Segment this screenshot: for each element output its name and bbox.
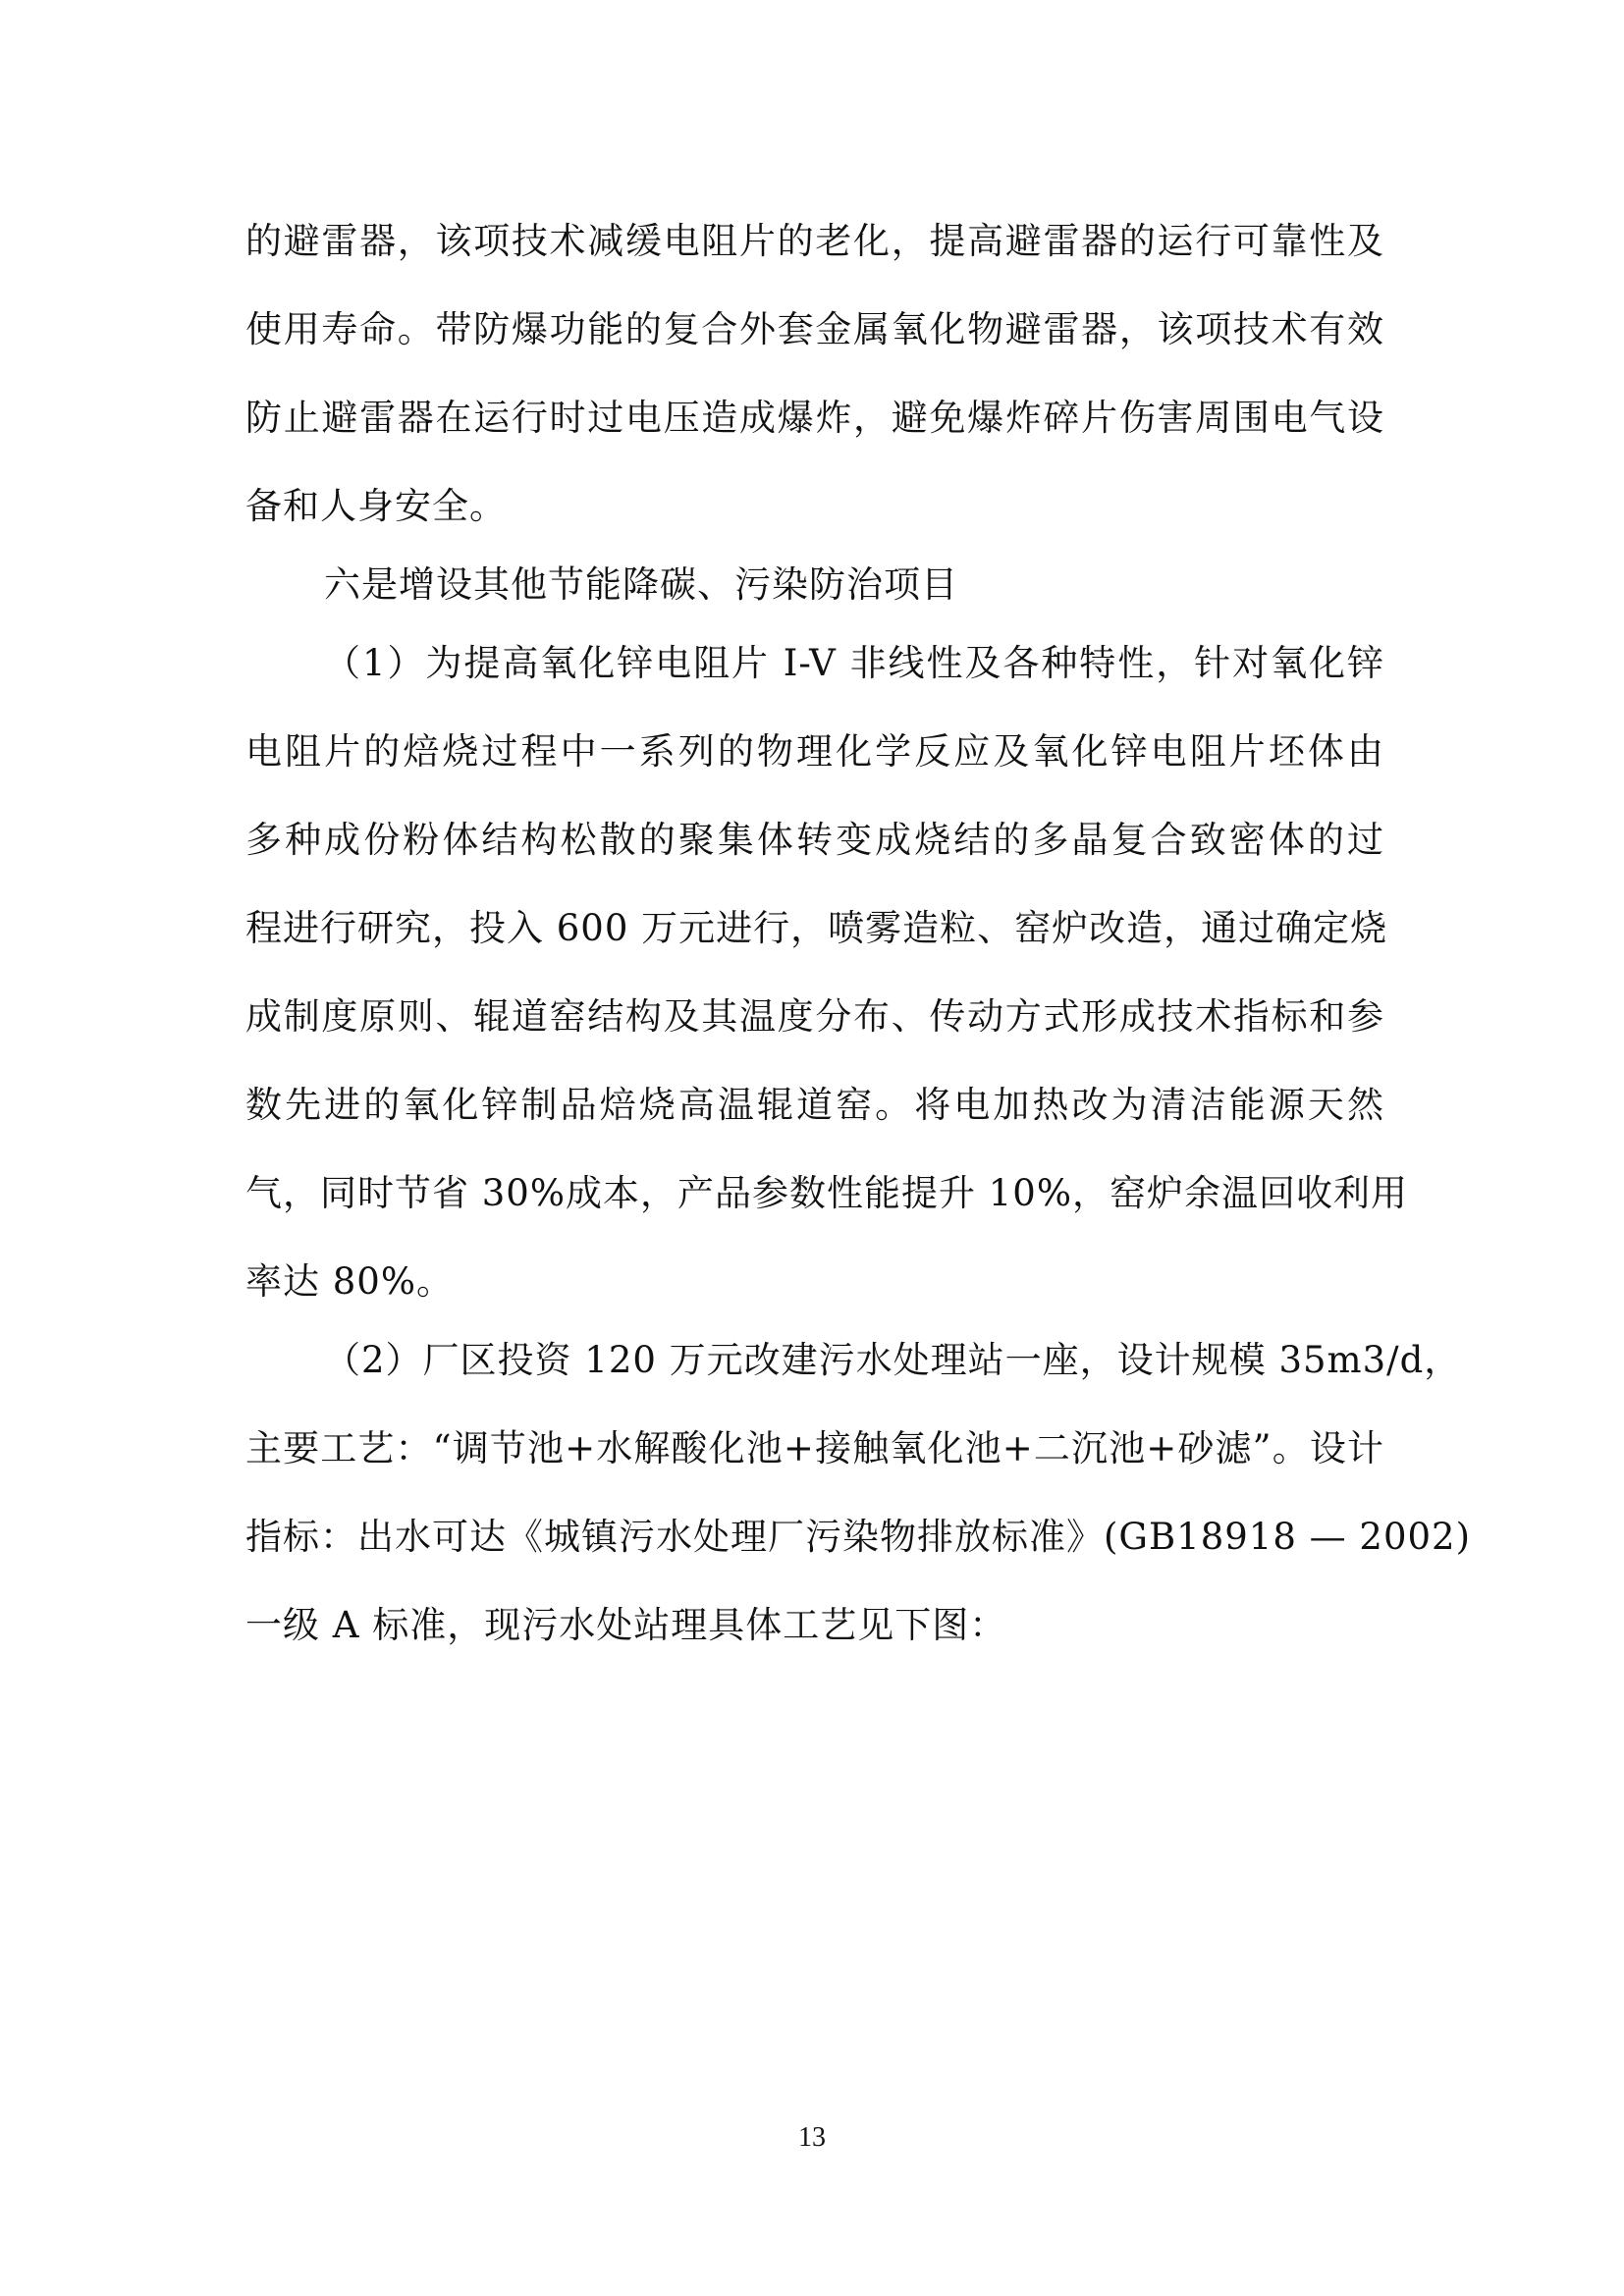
- paragraph-start-line: （2）厂区投资 120 万元改建污水处理站一座，设计规模 35m3/d，: [324, 1339, 1462, 1381]
- text-line: 指标：出水可达《城镇污水处理厂污染物排放标准》(GB18918 — 2002): [245, 1516, 1472, 1558]
- section-heading: 六是增设其他节能降碳、污染防治项目: [324, 563, 958, 606]
- text-line: 一级 A 标准，现污水处站理具体工艺见下图：: [245, 1604, 1007, 1646]
- text-line: 备和人身安全。: [245, 485, 507, 527]
- text-line: 率达 80%。: [245, 1260, 454, 1303]
- text-line: 防止避雷器在运行时过电压造成爆炸，避免爆炸碎片伤害周围电气设: [245, 397, 1384, 439]
- text-line: 的避雷器，该项技术减缓电阻片的老化，提高避雷器的运行可靠性及: [245, 220, 1384, 262]
- text-line: 程进行研究，投入 600 万元进行，喷雾造粒、窑炉改造，通过确定烧: [245, 907, 1388, 949]
- text-line: 使用寿命。带防爆功能的复合外套金属氧化物避雷器，该项技术有效: [245, 308, 1384, 350]
- page-number: 13: [798, 2122, 826, 2153]
- text-line: 多种成份粉体结构松散的聚集体转变成烧结的多晶复合致密体的过: [245, 819, 1384, 861]
- text-line: 主要工艺：“调节池+水解酸化池+接触氧化池+二沉池+砂滤”。设计: [245, 1427, 1384, 1469]
- text-line: 电阻片的焙烧过程中一系列的物理化学反应及氧化锌电阻片坯体由: [245, 730, 1384, 773]
- text-line: 数先进的氧化锌制品焙烧高温辊道窑。将电加热改为清洁能源天然: [245, 1084, 1384, 1126]
- text-line: 成制度原则、辊道窑结构及其温度分布、传动方式形成技术指标和参: [245, 995, 1384, 1038]
- paragraph-start-line: （1）为提高氧化锌电阻片 I-V 非线性及各种特性，针对氧化锌: [324, 642, 1384, 684]
- text-line: 气，同时节省 30%成本，产品参数性能提升 10%，窑炉余温回收利用: [245, 1172, 1408, 1214]
